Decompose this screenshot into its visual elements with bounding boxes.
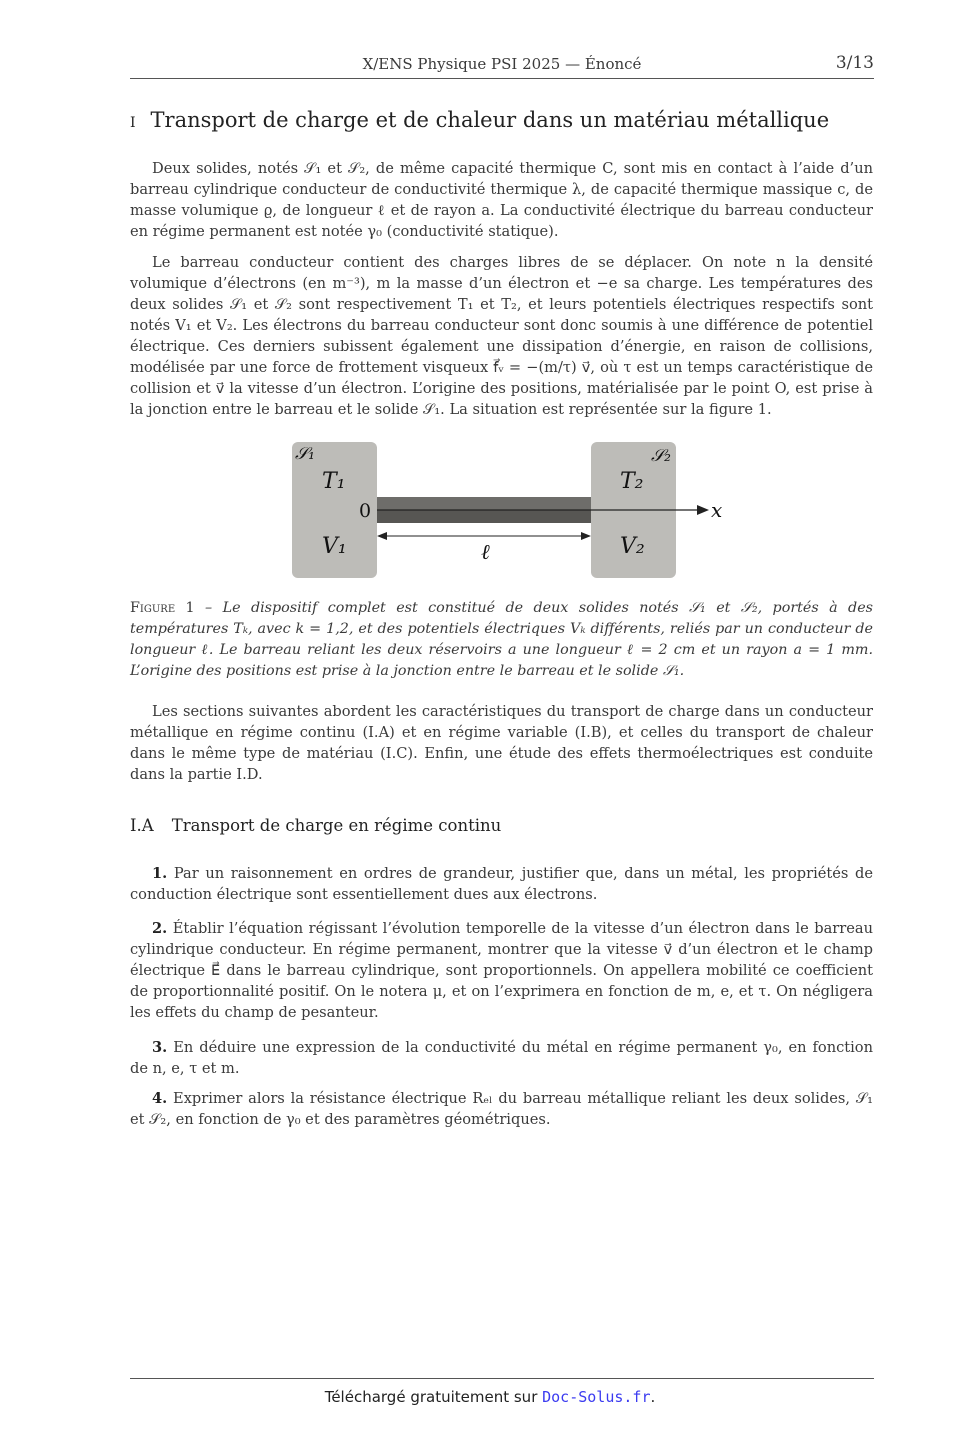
page-number: 3/13 bbox=[835, 53, 874, 73]
footer-text: Téléchargé gratuitement sur bbox=[324, 1388, 543, 1406]
x-axis-arrowhead bbox=[697, 505, 709, 515]
subsection-title-text: Transport de charge en régime continu bbox=[171, 816, 502, 835]
figure-diagram bbox=[285, 438, 745, 583]
question-4 bbox=[130, 1088, 873, 1130]
label-length: ℓ bbox=[481, 540, 490, 564]
question-3 bbox=[130, 1037, 873, 1079]
label-t1: T₁ bbox=[322, 469, 346, 494]
question-text: En déduire une expression de la conductivité du métal en régime permanent γ₀, en fonction de n, e, τ et m. bbox=[130, 1039, 873, 1077]
section-number: I bbox=[130, 115, 137, 131]
caption-text: – Le dispositif complet est constitué de deux solides notés 𝒮₁ et 𝒮₂, portés à des températures Tₖ, avec k = 1,2, et des potentiels électriques Vₖ différents, reliés par un conducteur de longueur ℓ. Le barreau reliant les deux réservoirs a une longueur ℓ = 2 cm et un rayon a = 1 mm. L’origine des positions est prise à la jonction entre le barreau et le solide 𝒮₁. bbox=[130, 600, 873, 679]
paragraph-3: Les sections suivantes abordent les caractéristiques du transport de charge dans un conducteur métallique en régime continu (I.A) et en régime variable (I.B), et celles du transport de chaleur dans le même type de matériau (I.C). Enfin, une étude des effets thermoélectriques est conduite dans la partie I.D. bbox=[130, 703, 873, 783]
bar-top bbox=[377, 497, 591, 510]
figure-1 bbox=[285, 438, 745, 587]
page-header bbox=[130, 52, 874, 79]
question-text: Établir l’équation régissant l’évolution temporelle de la vitesse d’un électron dans le barreau cylindrique conducteur. En régime permanent, montrer que la vitesse v⃗ d’un électron et le champ électrique E⃗ dans le barreau cylindrique, sont proportionnels. On appellera mobilité ce coefficient de proportionnalité positif. On le notera μ, et on l’exprimera en fonction de m, e, et τ. On négligera les effets du champ de pesanteur. bbox=[130, 920, 873, 1021]
label-v1: V₁ bbox=[322, 534, 347, 559]
subsection-title bbox=[130, 816, 501, 835]
question-number: 3. bbox=[152, 1039, 168, 1056]
caption-label: Figure 1 bbox=[130, 600, 195, 616]
section-title bbox=[130, 108, 829, 132]
label-axis-x: x bbox=[711, 498, 723, 522]
section-title-text: Transport de charge et de chaleur dans un matériau métallique bbox=[150, 108, 830, 132]
header-title: X/ENS Physique PSI 2025 — Énoncé bbox=[362, 55, 642, 73]
question-number: 4. bbox=[152, 1090, 168, 1107]
doc-solus-link[interactable]: Doc-Solus.fr bbox=[542, 1388, 651, 1406]
bar-bottom bbox=[377, 510, 591, 523]
label-s1: 𝒮₁ bbox=[295, 444, 315, 464]
footer-divider bbox=[130, 1378, 874, 1379]
label-t2: T₂ bbox=[620, 469, 644, 494]
label-s2: 𝒮₂ bbox=[651, 446, 671, 466]
length-arrow-right bbox=[581, 532, 591, 540]
question-number: 2. bbox=[152, 920, 168, 937]
paragraph-2: Le barreau conducteur contient des charges libres de se déplacer. On note n la densité volumique d’électrons (en m⁻³), m la masse d’un électron et −e sa charge. Les températures des deux solides 𝒮₁ et 𝒮₂ sont respectivement T₁ et T₂, et leurs potentiels électriques respectifs sont notés V₁ et V₂. Les électrons du barreau conducteur sont donc soumis à une différence de potentiel électrique. Ces derniers subissent également une dissipation d’énergie, en raison de collisions, modélisée par une force de frottement visqueux f⃗ᵥ = −(m/τ) v⃗, où τ est un temps caractéristique de collision et v⃗ la vitesse d’un électron. L’origine des positions, matérialisée par le point O, est prise à la jonction entre le barreau et le solide 𝒮₁. La situation est représentée sur la figure 1. bbox=[130, 254, 873, 418]
footer-end: . bbox=[650, 1388, 656, 1406]
question-2 bbox=[130, 918, 873, 1023]
subsection-number: I.A bbox=[130, 816, 154, 835]
figure-caption bbox=[130, 598, 873, 682]
label-origin: 0 bbox=[359, 500, 372, 522]
question-text: Exprimer alors la résistance électrique Rₑₗ du barreau métallique reliant les deux solides, 𝒮₁ et 𝒮₂, en fonction de γ₀ et des paramètres géométriques. bbox=[130, 1090, 873, 1128]
paragraph-1: Deux solides, notés 𝒮₁ et 𝒮₂, de même capacité thermique C, sont mis en contact à l’aide d’un barreau cylindrique conducteur de conductivité thermique λ, de capacité thermique massique c, de masse volumique ϱ, de longueur ℓ et de rayon a. La conductivité électrique du barreau conducteur en régime permanent est notée γ₀ (conductivité statique). bbox=[130, 160, 873, 240]
question-text: Par un raisonnement en ordres de grandeur, justifier que, dans un métal, les propriétés de conduction électrique sont essentiellement dues aux électrons. bbox=[130, 865, 873, 903]
page-footer bbox=[0, 1388, 980, 1406]
question-number: 1. bbox=[152, 865, 168, 882]
label-v2: V₂ bbox=[620, 534, 645, 559]
length-arrow-left bbox=[377, 532, 387, 540]
question-1 bbox=[130, 863, 873, 905]
